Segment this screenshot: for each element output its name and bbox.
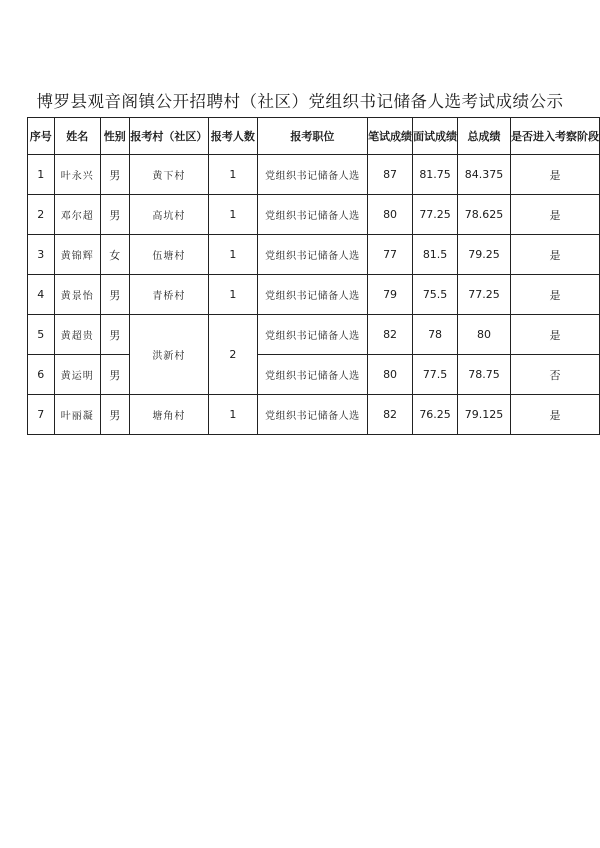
cell-interview: 81.5 bbox=[413, 235, 458, 275]
cell-post: 党组织书记储备人选 bbox=[257, 195, 367, 235]
cell-post: 党组织书记储备人选 bbox=[257, 395, 367, 435]
cell-name: 叶永兴 bbox=[54, 155, 100, 195]
cell-total: 84.375 bbox=[458, 155, 511, 195]
cell-written: 82 bbox=[368, 395, 413, 435]
cell-total: 77.25 bbox=[458, 275, 511, 315]
cell-gender: 男 bbox=[100, 395, 129, 435]
cell-written: 87 bbox=[368, 155, 413, 195]
cell-gender: 女 bbox=[100, 235, 129, 275]
cell-post: 党组织书记储备人选 bbox=[257, 235, 367, 275]
header-seq: 序号 bbox=[28, 118, 55, 155]
cell-post: 党组织书记储备人选 bbox=[257, 315, 367, 355]
table-header-row bbox=[28, 118, 600, 155]
header-interview: 面试成绩 bbox=[413, 118, 458, 155]
cell-village: 高坑村 bbox=[129, 195, 208, 235]
cell-interview: 81.75 bbox=[413, 155, 458, 195]
header-written: 笔试成绩 bbox=[368, 118, 413, 155]
cell-count: 1 bbox=[209, 275, 258, 315]
cell-interview: 76.25 bbox=[413, 395, 458, 435]
table-row bbox=[28, 355, 600, 395]
score-table bbox=[27, 117, 600, 435]
cell-advance: 是 bbox=[510, 155, 599, 195]
cell-name: 叶丽凝 bbox=[54, 395, 100, 435]
table-row bbox=[28, 395, 600, 435]
table-row bbox=[28, 155, 600, 195]
cell-written: 79 bbox=[368, 275, 413, 315]
cell-seq: 3 bbox=[28, 235, 55, 275]
header-advance: 是否进入考察阶段 bbox=[510, 118, 599, 155]
cell-gender: 男 bbox=[100, 275, 129, 315]
cell-name: 黄超贵 bbox=[54, 315, 100, 355]
cell-count: 1 bbox=[209, 235, 258, 275]
cell-advance: 是 bbox=[510, 275, 599, 315]
cell-seq: 7 bbox=[28, 395, 55, 435]
cell-count: 2 bbox=[209, 315, 258, 395]
cell-village: 黄下村 bbox=[129, 155, 208, 195]
cell-count: 1 bbox=[209, 155, 258, 195]
cell-name: 黄运明 bbox=[54, 355, 100, 395]
cell-gender: 男 bbox=[100, 155, 129, 195]
cell-total: 80 bbox=[458, 315, 511, 355]
cell-seq: 5 bbox=[28, 315, 55, 355]
cell-written: 77 bbox=[368, 235, 413, 275]
cell-interview: 75.5 bbox=[413, 275, 458, 315]
cell-seq: 6 bbox=[28, 355, 55, 395]
table-row bbox=[28, 275, 600, 315]
cell-gender: 男 bbox=[100, 315, 129, 355]
table-row bbox=[28, 235, 600, 275]
cell-count: 1 bbox=[209, 195, 258, 235]
cell-written: 80 bbox=[368, 355, 413, 395]
cell-name: 邓尔超 bbox=[54, 195, 100, 235]
cell-village: 洪新村 bbox=[129, 315, 208, 395]
header-count: 报考人数 bbox=[209, 118, 258, 155]
header-name: 姓名 bbox=[54, 118, 100, 155]
cell-village: 塘角村 bbox=[129, 395, 208, 435]
cell-seq: 4 bbox=[28, 275, 55, 315]
cell-name: 黄景怡 bbox=[54, 275, 100, 315]
cell-advance: 是 bbox=[510, 395, 599, 435]
cell-gender: 男 bbox=[100, 355, 129, 395]
cell-seq: 1 bbox=[28, 155, 55, 195]
cell-total: 78.75 bbox=[458, 355, 511, 395]
header-gender: 性别 bbox=[100, 118, 129, 155]
cell-post: 党组织书记储备人选 bbox=[257, 275, 367, 315]
cell-interview: 77.25 bbox=[413, 195, 458, 235]
page-title: 博罗县观音阁镇公开招聘村（社区）党组织书记储备人选考试成绩公示 bbox=[36, 92, 564, 111]
header-village: 报考村（社区） bbox=[129, 118, 208, 155]
cell-gender: 男 bbox=[100, 195, 129, 235]
cell-interview: 78 bbox=[413, 315, 458, 355]
cell-advance: 是 bbox=[510, 195, 599, 235]
table-row bbox=[28, 195, 600, 235]
cell-advance: 是 bbox=[510, 315, 599, 355]
cell-total: 78.625 bbox=[458, 195, 511, 235]
cell-village: 伍塘村 bbox=[129, 235, 208, 275]
cell-advance: 是 bbox=[510, 235, 599, 275]
header-total: 总成绩 bbox=[458, 118, 511, 155]
cell-advance: 否 bbox=[510, 355, 599, 395]
cell-village: 青桥村 bbox=[129, 275, 208, 315]
table-row bbox=[28, 315, 600, 355]
cell-count: 1 bbox=[209, 395, 258, 435]
cell-written: 80 bbox=[368, 195, 413, 235]
cell-name: 黄锦辉 bbox=[54, 235, 100, 275]
header-post: 报考职位 bbox=[257, 118, 367, 155]
cell-total: 79.125 bbox=[458, 395, 511, 435]
cell-post: 党组织书记储备人选 bbox=[257, 355, 367, 395]
cell-post: 党组织书记储备人选 bbox=[257, 155, 367, 195]
cell-written: 82 bbox=[368, 315, 413, 355]
cell-interview: 77.5 bbox=[413, 355, 458, 395]
cell-seq: 2 bbox=[28, 195, 55, 235]
cell-total: 79.25 bbox=[458, 235, 511, 275]
